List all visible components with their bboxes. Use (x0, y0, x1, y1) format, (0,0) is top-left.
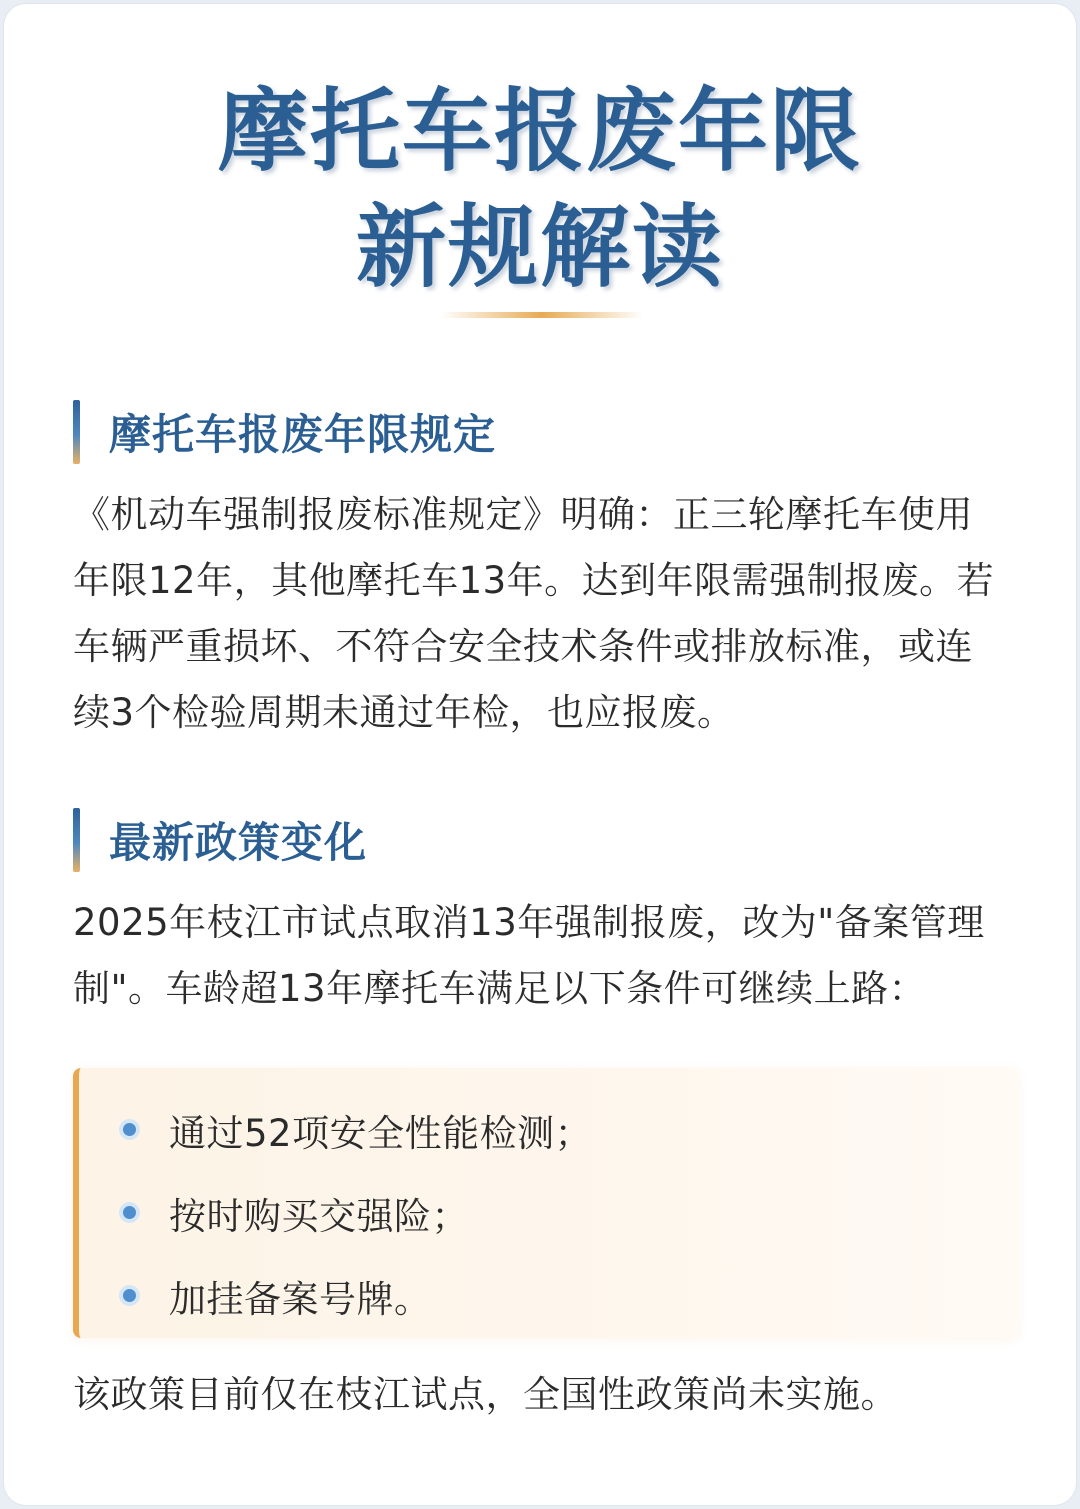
condition-text: 通过52项安全性能检测； (169, 1111, 593, 1155)
bullet-dot-icon (123, 1206, 136, 1219)
section-title-policy: 最新政策变化 (109, 818, 368, 867)
section-title-rules: 摩托车报废年限规定 (109, 410, 497, 459)
title-underline-divider (440, 312, 644, 318)
section-heading-policy (73, 808, 367, 872)
conditions-list (123, 1088, 592, 1337)
list-item (123, 1088, 592, 1171)
section-accent-bar (73, 400, 80, 464)
bullet-dot-icon (123, 1123, 136, 1136)
policy-note: 该政策目前仅在枝江试点，全国性政策尚未实施。 (73, 1373, 898, 1416)
list-item (123, 1171, 592, 1254)
condition-text: 加挂备案号牌。 (169, 1277, 432, 1321)
section-heading-rules (73, 400, 496, 464)
page-title (4, 74, 1076, 306)
bullet-dot-icon (123, 1289, 136, 1302)
section-policy-paragraph: 2025年枝江市试点取消13年强制报废，改为"备案管理 制"。车龄超13年摩托车满足以下条件可继续上路： (73, 901, 985, 1010)
page-title-line-1: 摩托车报废年限 (218, 79, 862, 184)
article-card (4, 4, 1076, 1505)
conditions-callout (73, 1068, 1019, 1338)
section-rules-paragraph: 《机动车强制报废标准规定》明确：正三轮摩托车使用 年限12年，其他摩托车13年。达到年限需强制报废。若 车辆严重损坏、不符合安全技术条件或排放标准，或连 续3个检验周期未通过年检，也应报废。 (73, 493, 995, 734)
section-accent-bar (73, 808, 80, 872)
condition-text: 按时购买交强险； (169, 1194, 469, 1238)
page-title-line-2: 新规解读 (356, 195, 724, 300)
list-item (123, 1254, 592, 1337)
